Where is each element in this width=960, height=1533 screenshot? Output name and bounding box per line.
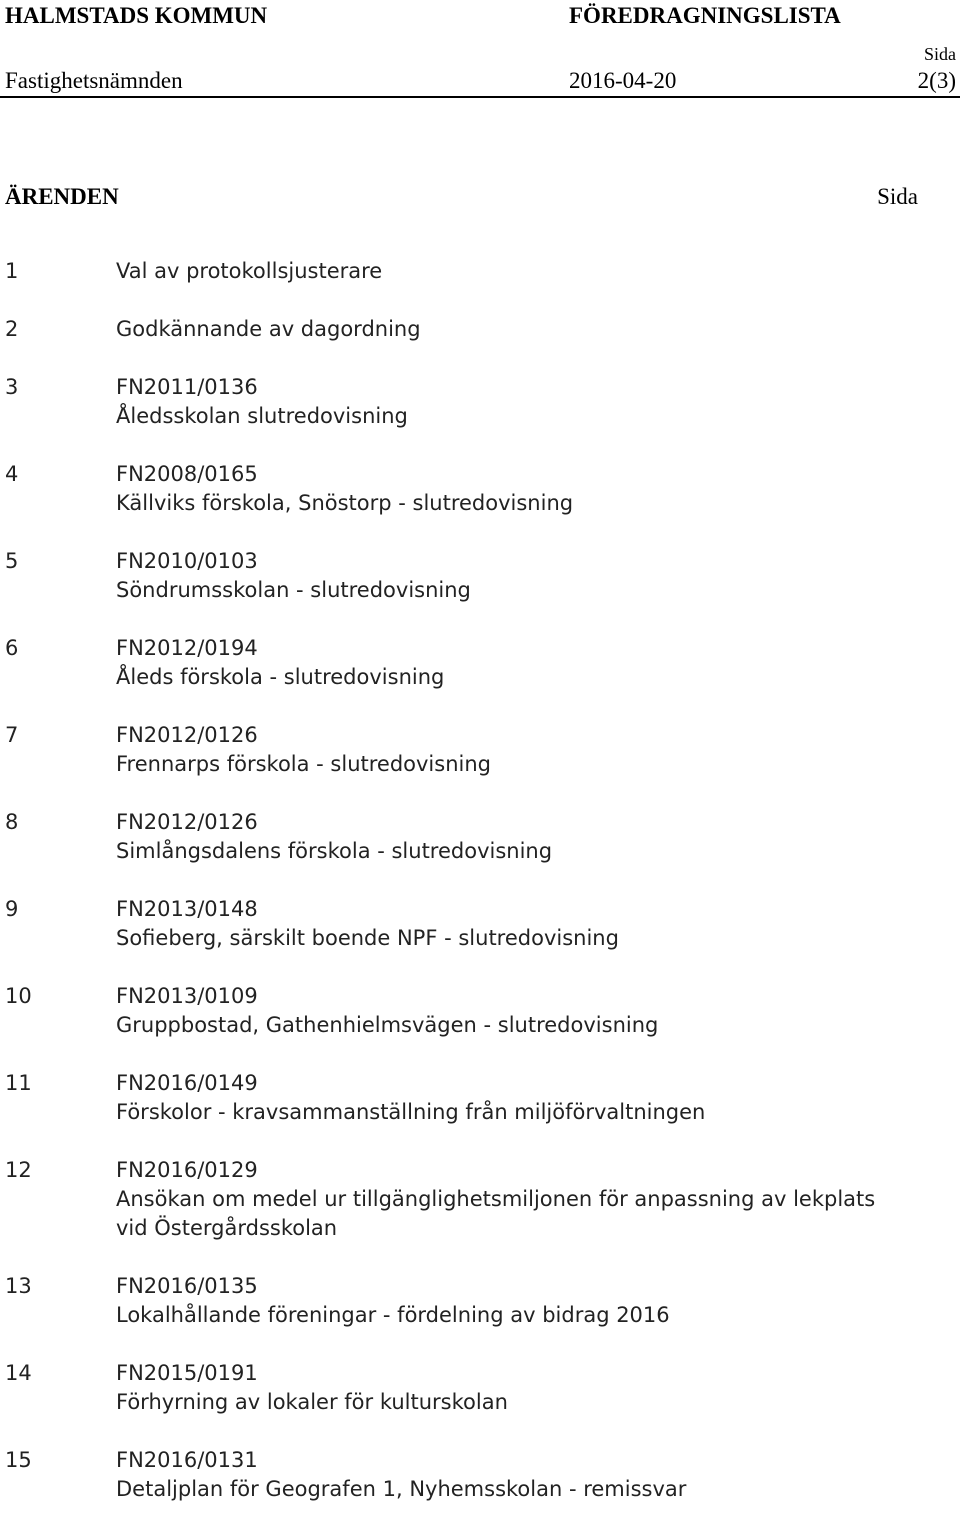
agenda-item-line: Detaljplan för Geografen 1, Nyhemsskolan - remissvar	[116, 1477, 687, 1501]
agenda-item-number: 9	[5, 897, 19, 921]
organization-name: HALMSTADS KOMMUN	[5, 3, 268, 28]
header-divider	[0, 96, 960, 98]
agenda-item	[0, 721, 960, 779]
case-number: FN2016/0129	[116, 1158, 258, 1182]
agenda-item-text	[116, 547, 896, 605]
agenda-item-text	[116, 315, 896, 344]
agenda-item-text	[116, 1069, 896, 1127]
agenda-item-text	[116, 808, 896, 866]
case-number: FN2016/0135	[116, 1274, 258, 1298]
agenda-item-number: 12	[5, 1158, 32, 1182]
agenda-list	[0, 257, 960, 1533]
agenda-item	[0, 1446, 960, 1504]
agenda-item-number: 15	[5, 1448, 32, 1472]
agenda-item	[0, 982, 960, 1040]
agenda-item-text	[116, 1272, 896, 1330]
case-number: FN2011/0136	[116, 375, 258, 399]
agenda-item	[0, 373, 960, 431]
agenda-item-text	[116, 373, 896, 431]
agenda-item-line: Ansökan om medel ur tillgänglighetsmiljonen för anpassning av lekplats	[116, 1187, 876, 1211]
agenda-item-number: 3	[5, 375, 19, 399]
case-number: FN2008/0165	[116, 462, 258, 486]
agenda-item-number: 14	[5, 1361, 32, 1385]
agenda-item-text	[116, 460, 896, 518]
agenda-item	[0, 1069, 960, 1127]
agenda-item-line: Åleds förskola - slutredovisning	[116, 665, 445, 689]
agenda-item-number: 5	[5, 549, 19, 573]
agenda-item-text	[116, 895, 896, 953]
agenda-item-line: Åledsskolan slutredovisning	[116, 404, 408, 428]
agenda-item-line: Söndrumsskolan - slutredovisning	[116, 578, 471, 602]
case-number: FN2012/0194	[116, 636, 258, 660]
agenda-item-line: Frennarps förskola - slutredovisning	[116, 752, 491, 776]
agenda-item	[0, 1272, 960, 1330]
agenda-item-number: 13	[5, 1274, 32, 1298]
agenda-item-number: 4	[5, 462, 19, 486]
agenda-item-number: 1	[5, 259, 19, 283]
agenda-item	[0, 1359, 960, 1417]
agenda-item-line: vid Östergårdsskolan	[116, 1216, 338, 1240]
section-page-label: Sida	[877, 184, 918, 209]
department-name: Fastighetsnämnden	[5, 68, 183, 93]
agenda-item	[0, 547, 960, 605]
agenda-item-line: Sofieberg, särskilt boende NPF - slutredovisning	[116, 926, 619, 950]
case-number: FN2012/0126	[116, 810, 258, 834]
case-number: FN2012/0126	[116, 723, 258, 747]
agenda-item-line: Simlångsdalens förskola - slutredovisning	[116, 839, 553, 863]
agenda-item-line: Lokalhållande föreningar - fördelning av bidrag 2016	[116, 1303, 670, 1327]
document-type: FÖREDRAGNINGSLISTA	[569, 3, 841, 28]
case-number: FN2016/0149	[116, 1071, 258, 1095]
agenda-item-line: Källviks förskola, Snöstorp - slutredovisning	[116, 491, 574, 515]
agenda-item	[0, 460, 960, 518]
agenda-item-line: Godkännande av dagordning	[116, 317, 421, 341]
agenda-item-number: 11	[5, 1071, 32, 1095]
meeting-date: 2016-04-20	[569, 68, 677, 93]
agenda-item	[0, 257, 960, 286]
agenda-item-text	[116, 1446, 896, 1504]
agenda-item-text	[116, 721, 896, 779]
agenda-item-number: 10	[5, 984, 32, 1008]
agenda-item-text	[116, 634, 896, 692]
agenda-item-line: Gruppbostad, Gathenhielmsvägen - slutredovisning	[116, 1013, 659, 1037]
agenda-item-line: Val av protokollsjusterare	[116, 259, 383, 283]
agenda-item	[0, 634, 960, 692]
agenda-item-number: 6	[5, 636, 19, 660]
agenda-item-number: 2	[5, 317, 19, 341]
page-header	[0, 0, 960, 98]
agenda-item	[0, 1156, 960, 1243]
agenda-item-text	[116, 1359, 896, 1417]
agenda-item-text	[116, 982, 896, 1040]
page-number: 2(3)	[917, 68, 956, 93]
page-label: Sida	[923, 44, 956, 64]
agenda-item-line: Förskolor - kravsammanställning från miljöförvaltningen	[116, 1100, 706, 1124]
agenda-item-number: 8	[5, 810, 19, 834]
case-number: FN2013/0148	[116, 897, 258, 921]
case-number: FN2013/0109	[116, 984, 258, 1008]
agenda-item-number: 7	[5, 723, 19, 747]
agenda-item-text	[116, 257, 896, 286]
agenda-item	[0, 315, 960, 344]
case-number: FN2015/0191	[116, 1361, 258, 1385]
agenda-item	[0, 895, 960, 953]
agenda-item	[0, 808, 960, 866]
agenda-item-line: Förhyrning av lokaler för kulturskolan	[116, 1390, 508, 1414]
section-title: ÄRENDEN	[5, 184, 119, 209]
agenda-item-text	[116, 1156, 896, 1243]
case-number: FN2016/0131	[116, 1448, 258, 1472]
case-number: FN2010/0103	[116, 549, 258, 573]
